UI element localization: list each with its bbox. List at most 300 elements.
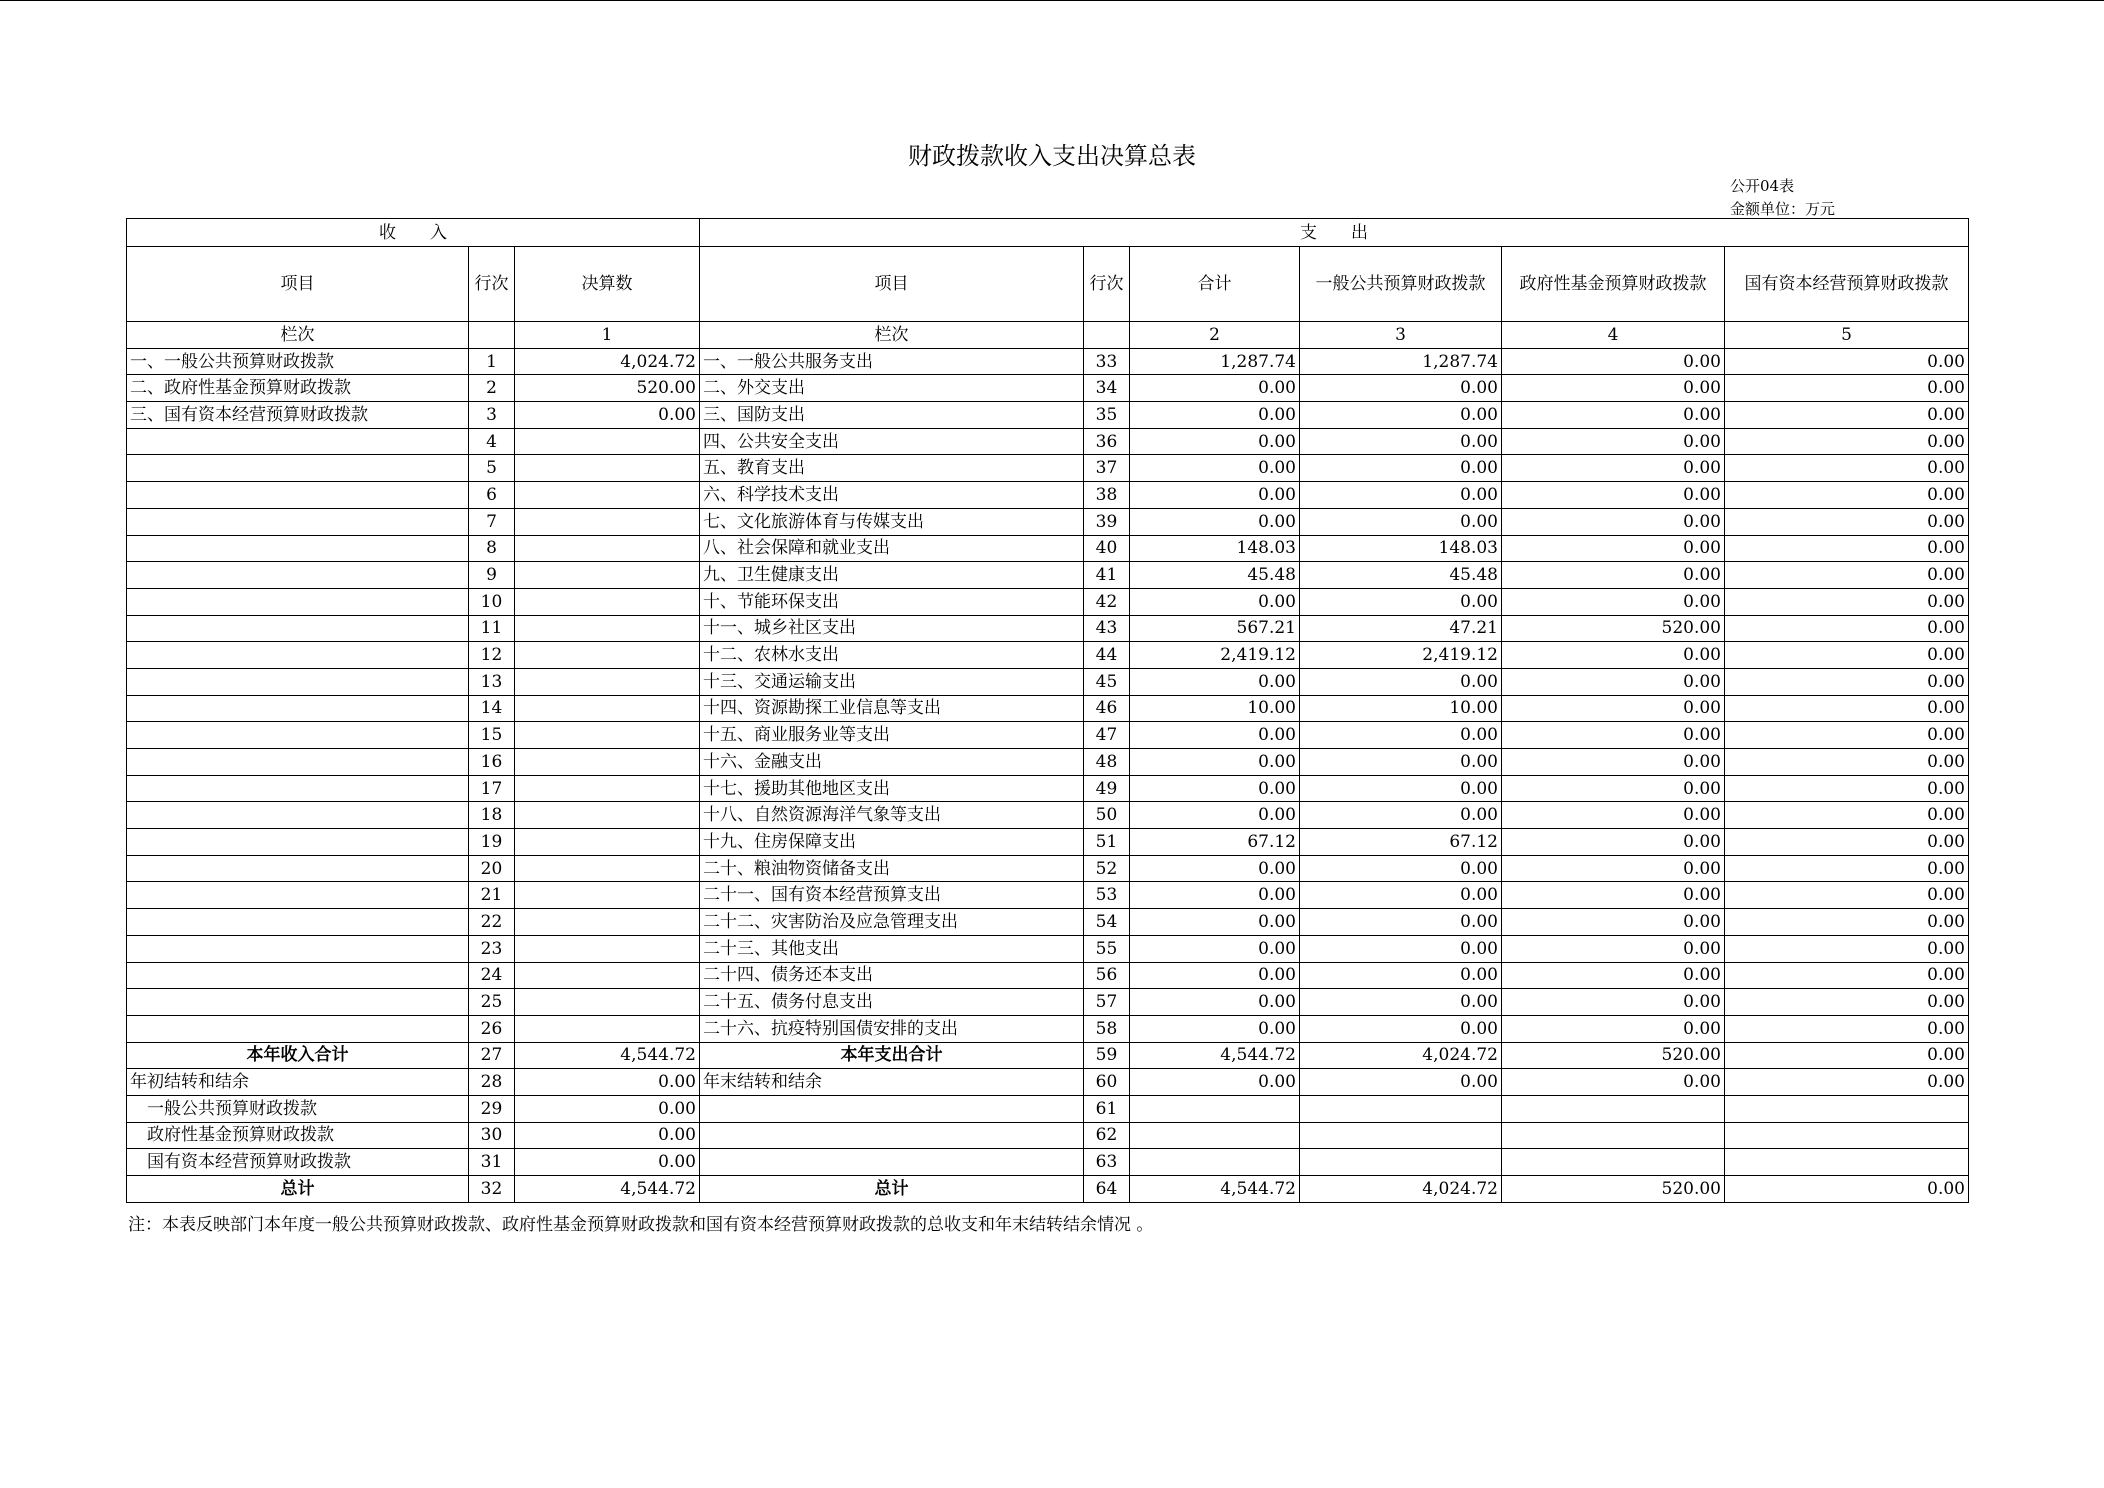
- expense-row-number-cell: 48: [1084, 749, 1130, 776]
- income-amount-cell: [515, 909, 700, 936]
- general-budget-cell: 0.00: [1300, 775, 1502, 802]
- fund-budget-cell: 520.00: [1502, 1042, 1725, 1069]
- table-body: [127, 219, 1969, 1203]
- income-row-number-cell: 22: [469, 909, 515, 936]
- total-cell: 0.00: [1130, 749, 1300, 776]
- income-amount-cell: [515, 695, 700, 722]
- expense-row-number-cell: 47: [1084, 722, 1130, 749]
- income-amount-cell: [515, 642, 700, 669]
- income-row-number-cell: 1: [469, 348, 515, 375]
- fund-budget-cell: [1502, 1095, 1725, 1122]
- fund-budget-cell: 0.00: [1502, 722, 1725, 749]
- table-row: [127, 749, 1969, 776]
- general-budget-cell: 0.00: [1300, 749, 1502, 776]
- expense-row-number-cell: 36: [1084, 428, 1130, 455]
- expense-item-cell: 十八、自然资源海洋气象等支出: [700, 802, 1084, 829]
- expense-row-number-cell: 43: [1084, 615, 1130, 642]
- general-budget-cell: 0.00: [1300, 722, 1502, 749]
- income-item-cell: [127, 508, 469, 535]
- expense-item-cell: 二十四、债务还本支出: [700, 962, 1084, 989]
- expense-row-number-cell: 40: [1084, 535, 1130, 562]
- expense-item-cell: 一、一般公共服务支出: [700, 348, 1084, 375]
- total-cell: 0.00: [1130, 802, 1300, 829]
- income-item-cell: [127, 428, 469, 455]
- expense-row-number-cell: 42: [1084, 588, 1130, 615]
- state-capital-cell: 0.00: [1725, 775, 1969, 802]
- expense-item-cell: 三、国防支出: [700, 402, 1084, 429]
- fund-budget-cell: [1502, 1122, 1725, 1149]
- general-budget-cell: 0.00: [1300, 668, 1502, 695]
- table-row: [127, 482, 1969, 509]
- column-number-row: [127, 322, 1969, 349]
- income-label-cell: 栏次: [127, 322, 469, 349]
- table-row: [127, 1069, 1969, 1096]
- fund-budget-cell: 0.00: [1502, 882, 1725, 909]
- total-cell: 4,544.72: [1130, 1042, 1300, 1069]
- budget-table: [126, 218, 1969, 1203]
- income-amount-cell: [515, 482, 700, 509]
- expense-item-cell: 九、卫生健康支出: [700, 562, 1084, 589]
- expense-item-cell: [700, 1122, 1084, 1149]
- income-item-cell: [127, 882, 469, 909]
- state-capital-cell: 0.00: [1725, 962, 1969, 989]
- income-amount-cell: 0.00: [515, 1149, 700, 1176]
- total-cell: 0.00: [1130, 402, 1300, 429]
- fund-budget-cell: 0.00: [1502, 508, 1725, 535]
- expense-row-number-cell: 55: [1084, 935, 1130, 962]
- state-capital-cell: 0.00: [1725, 402, 1969, 429]
- column-number-4: 4: [1502, 322, 1725, 349]
- table-row: [127, 1042, 1969, 1069]
- fund-budget-cell: 0.00: [1502, 749, 1725, 776]
- expense-row-number-cell: 53: [1084, 882, 1130, 909]
- state-capital-cell: 0.00: [1725, 802, 1969, 829]
- general-budget-cell: 0.00: [1300, 989, 1502, 1016]
- column-number-5: 5: [1725, 322, 1969, 349]
- section-header-row: [127, 219, 1969, 247]
- income-item-cell: [127, 962, 469, 989]
- total-cell: 0.00: [1130, 855, 1300, 882]
- table-row: [127, 802, 1969, 829]
- income-amount-cell: [515, 802, 700, 829]
- total-cell: [1130, 1149, 1300, 1176]
- income-amount-cell: 4,544.72: [515, 1176, 700, 1203]
- income-item-cell: [127, 749, 469, 776]
- state-capital-cell: 0.00: [1725, 428, 1969, 455]
- state-capital-cell: 0.00: [1725, 535, 1969, 562]
- expense-section-header: 支 出: [700, 219, 1969, 247]
- expense-row-number-cell: 51: [1084, 829, 1130, 856]
- table-row: [127, 615, 1969, 642]
- column-number-1: 1: [515, 322, 700, 349]
- expense-row-number-cell: 60: [1084, 1069, 1130, 1096]
- fund-budget-cell: 0.00: [1502, 1015, 1725, 1042]
- total-cell: 1,287.74: [1130, 348, 1300, 375]
- expense-row-number-cell: 62: [1084, 1122, 1130, 1149]
- income-row-number-cell: 5: [469, 455, 515, 482]
- state-capital-cell: 0.00: [1725, 562, 1969, 589]
- general-budget-cell: 4,024.72: [1300, 1042, 1502, 1069]
- state-capital-cell: 0.00: [1725, 615, 1969, 642]
- expense-row-number-cell: 61: [1084, 1095, 1130, 1122]
- income-row-number-cell: 18: [469, 802, 515, 829]
- general-budget-cell: 148.03: [1300, 535, 1502, 562]
- total-cell: 0.00: [1130, 909, 1300, 936]
- total-cell: 10.00: [1130, 695, 1300, 722]
- state-capital-cell: 0.00: [1725, 1042, 1969, 1069]
- income-item-cell: 一、一般公共预算财政拨款: [127, 348, 469, 375]
- empty-cell: [469, 322, 515, 349]
- expense-row-number-cell: 38: [1084, 482, 1130, 509]
- fund-budget-cell: 0.00: [1502, 829, 1725, 856]
- income-amount-header: 决算数: [515, 247, 700, 322]
- income-row-number-cell: 28: [469, 1069, 515, 1096]
- income-row-number-cell: 14: [469, 695, 515, 722]
- income-item-cell: 国有资本经营预算财政拨款: [127, 1149, 469, 1176]
- general-budget-cell: 0.00: [1300, 1015, 1502, 1042]
- fund-budget-cell: 0.00: [1502, 668, 1725, 695]
- expense-item-header: 项目: [700, 247, 1084, 322]
- total-cell: [1130, 1122, 1300, 1149]
- fund-budget-cell: 0.00: [1502, 642, 1725, 669]
- general-budget-header: 一般公共预算财政拨款: [1300, 247, 1502, 322]
- expense-row-number-cell: 37: [1084, 455, 1130, 482]
- expense-item-cell: 总计: [700, 1176, 1084, 1203]
- income-amount-cell: [515, 722, 700, 749]
- income-row-number-cell: 23: [469, 935, 515, 962]
- income-item-cell: [127, 642, 469, 669]
- state-capital-header: 国有资本经营预算财政拨款: [1725, 247, 1969, 322]
- general-budget-cell: 2,419.12: [1300, 642, 1502, 669]
- table-row: [127, 348, 1969, 375]
- expense-item-cell: 十、节能环保支出: [700, 588, 1084, 615]
- income-amount-cell: 0.00: [515, 1122, 700, 1149]
- footnote: 注：本表反映部门本年度一般公共预算财政拨款、政府性基金预算财政拨款和国有资本经营预算财政拨款的总收支和年末结转结余情况 。: [128, 1215, 1154, 1235]
- income-item-cell: [127, 562, 469, 589]
- general-budget-cell: 0.00: [1300, 375, 1502, 402]
- income-amount-cell: 4,544.72: [515, 1042, 700, 1069]
- total-cell: 0.00: [1130, 962, 1300, 989]
- state-capital-cell: 0.00: [1725, 695, 1969, 722]
- state-capital-cell: 0.00: [1725, 588, 1969, 615]
- expense-row-number-cell: 64: [1084, 1176, 1130, 1203]
- total-cell: 0.00: [1130, 882, 1300, 909]
- state-capital-cell: 0.00: [1725, 375, 1969, 402]
- fund-budget-header: 政府性基金预算财政拨款: [1502, 247, 1725, 322]
- total-cell: [1130, 1095, 1300, 1122]
- column-header-row: [127, 247, 1969, 322]
- column-number-2: 2: [1130, 322, 1300, 349]
- general-budget-cell: 0.00: [1300, 855, 1502, 882]
- income-item-cell: 本年收入合计: [127, 1042, 469, 1069]
- expense-row-number-cell: 34: [1084, 375, 1130, 402]
- total-cell: 0.00: [1130, 722, 1300, 749]
- income-row-number-cell: 9: [469, 562, 515, 589]
- total-cell: 0.00: [1130, 775, 1300, 802]
- income-row-number-cell: 27: [469, 1042, 515, 1069]
- table-row: [127, 909, 1969, 936]
- general-budget-cell: 0.00: [1300, 482, 1502, 509]
- table-row: [127, 508, 1969, 535]
- expense-item-cell: 四、公共安全支出: [700, 428, 1084, 455]
- expense-item-cell: 六、科学技术支出: [700, 482, 1084, 509]
- fund-budget-cell: 0.00: [1502, 455, 1725, 482]
- state-capital-cell: 0.00: [1725, 722, 1969, 749]
- expense-row-number-cell: 35: [1084, 402, 1130, 429]
- income-amount-cell: 0.00: [515, 1069, 700, 1096]
- table-row: [127, 535, 1969, 562]
- expense-item-cell: 二、外交支出: [700, 375, 1084, 402]
- income-row-number-cell: 30: [469, 1122, 515, 1149]
- expense-row-number-cell: 44: [1084, 642, 1130, 669]
- income-row-number-cell: 29: [469, 1095, 515, 1122]
- fund-budget-cell: 0.00: [1502, 1069, 1725, 1096]
- table-row: [127, 1176, 1969, 1203]
- fund-budget-cell: 0.00: [1502, 428, 1725, 455]
- income-amount-cell: [515, 855, 700, 882]
- expense-item-cell: 二十一、国有资本经营预算支出: [700, 882, 1084, 909]
- income-amount-cell: [515, 1015, 700, 1042]
- income-item-cell: [127, 615, 469, 642]
- income-item-cell: [127, 802, 469, 829]
- fund-budget-cell: 0.00: [1502, 775, 1725, 802]
- expense-item-cell: 本年支出合计: [700, 1042, 1084, 1069]
- income-item-cell: [127, 535, 469, 562]
- income-amount-cell: [515, 775, 700, 802]
- total-cell: 0.00: [1130, 375, 1300, 402]
- state-capital-cell: 0.00: [1725, 1176, 1969, 1203]
- general-budget-cell: [1300, 1122, 1502, 1149]
- total-cell: 0.00: [1130, 482, 1300, 509]
- income-amount-cell: [515, 749, 700, 776]
- expense-item-cell: 八、社会保障和就业支出: [700, 535, 1084, 562]
- table-row: [127, 562, 1969, 589]
- total-cell: 2,419.12: [1130, 642, 1300, 669]
- total-cell: 67.12: [1130, 829, 1300, 856]
- state-capital-cell: 0.00: [1725, 1015, 1969, 1042]
- income-item-cell: 二、政府性基金预算财政拨款: [127, 375, 469, 402]
- expense-item-cell: 七、文化旅游体育与传媒支出: [700, 508, 1084, 535]
- general-budget-cell: 0.00: [1300, 802, 1502, 829]
- total-cell: 0.00: [1130, 989, 1300, 1016]
- income-row-number-cell: 3: [469, 402, 515, 429]
- table-row: [127, 989, 1969, 1016]
- general-budget-cell: [1300, 1149, 1502, 1176]
- income-row-number-cell: 16: [469, 749, 515, 776]
- state-capital-cell: 0.00: [1725, 642, 1969, 669]
- income-row-number-cell: 8: [469, 535, 515, 562]
- general-budget-cell: 47.21: [1300, 615, 1502, 642]
- expense-item-cell: [700, 1149, 1084, 1176]
- table-row: [127, 375, 1969, 402]
- income-item-cell: [127, 695, 469, 722]
- total-cell: 0.00: [1130, 935, 1300, 962]
- expense-row-number-cell: 33: [1084, 348, 1130, 375]
- income-amount-cell: [515, 615, 700, 642]
- income-item-cell: [127, 482, 469, 509]
- income-row-number-cell: 15: [469, 722, 515, 749]
- income-row-number-cell: 12: [469, 642, 515, 669]
- total-cell: 0.00: [1130, 1069, 1300, 1096]
- state-capital-cell: 0.00: [1725, 935, 1969, 962]
- expense-item-cell: 二十、粮油物资储备支出: [700, 855, 1084, 882]
- state-capital-cell: [1725, 1095, 1969, 1122]
- fund-budget-cell: 0.00: [1502, 535, 1725, 562]
- general-budget-cell: 0.00: [1300, 909, 1502, 936]
- fund-budget-cell: 0.00: [1502, 588, 1725, 615]
- income-row-number-cell: 10: [469, 588, 515, 615]
- table-row: [127, 668, 1969, 695]
- fund-budget-cell: 0.00: [1502, 802, 1725, 829]
- income-row-number-cell: 6: [469, 482, 515, 509]
- income-item-cell: 三、国有资本经营预算财政拨款: [127, 402, 469, 429]
- state-capital-cell: 0.00: [1725, 882, 1969, 909]
- form-code: 公开04表: [1730, 177, 1795, 195]
- expense-item-cell: 十一、城乡社区支出: [700, 615, 1084, 642]
- state-capital-cell: 0.00: [1725, 855, 1969, 882]
- state-capital-cell: 0.00: [1725, 909, 1969, 936]
- state-capital-cell: 0.00: [1725, 482, 1969, 509]
- income-item-cell: 政府性基金预算财政拨款: [127, 1122, 469, 1149]
- expense-item-cell: 年末结转和结余: [700, 1069, 1084, 1096]
- total-cell: 45.48: [1130, 562, 1300, 589]
- expense-row-number-cell: 57: [1084, 989, 1130, 1016]
- general-budget-cell: 67.12: [1300, 829, 1502, 856]
- income-row-number-cell: 24: [469, 962, 515, 989]
- income-item-cell: [127, 829, 469, 856]
- expense-row-number-cell: 59: [1084, 1042, 1130, 1069]
- fund-budget-cell: 0.00: [1502, 909, 1725, 936]
- expense-row-number-cell: 41: [1084, 562, 1130, 589]
- table-row: [127, 455, 1969, 482]
- income-amount-cell: [515, 428, 700, 455]
- income-amount-cell: 520.00: [515, 375, 700, 402]
- income-amount-cell: 4,024.72: [515, 348, 700, 375]
- expense-item-cell: 十七、援助其他地区支出: [700, 775, 1084, 802]
- general-budget-cell: 4,024.72: [1300, 1176, 1502, 1203]
- income-row-number-cell: 11: [469, 615, 515, 642]
- income-amount-cell: [515, 455, 700, 482]
- empty-cell: [1084, 322, 1130, 349]
- income-row-number-cell: 20: [469, 855, 515, 882]
- total-cell: 0.00: [1130, 455, 1300, 482]
- expense-item-cell: 二十五、债务付息支出: [700, 989, 1084, 1016]
- expense-row-number-cell: 45: [1084, 668, 1130, 695]
- table-row: [127, 1095, 1969, 1122]
- table-row: [127, 695, 1969, 722]
- table-row: [127, 1149, 1969, 1176]
- expense-item-cell: 五、教育支出: [700, 455, 1084, 482]
- income-row-number-cell: 13: [469, 668, 515, 695]
- table-row: [127, 935, 1969, 962]
- fund-budget-cell: 0.00: [1502, 402, 1725, 429]
- state-capital-cell: [1725, 1122, 1969, 1149]
- general-budget-cell: 0.00: [1300, 1069, 1502, 1096]
- income-item-cell: 一般公共预算财政拨款: [127, 1095, 469, 1122]
- income-amount-cell: [515, 535, 700, 562]
- income-row-number-cell: 32: [469, 1176, 515, 1203]
- expense-item-cell: 二十三、其他支出: [700, 935, 1084, 962]
- total-cell: 0.00: [1130, 428, 1300, 455]
- income-amount-cell: [515, 882, 700, 909]
- total-cell: 0.00: [1130, 1015, 1300, 1042]
- income-amount-cell: [515, 962, 700, 989]
- expense-label-cell: 栏次: [700, 322, 1084, 349]
- table-row: [127, 829, 1969, 856]
- income-item-cell: [127, 909, 469, 936]
- income-amount-cell: [515, 935, 700, 962]
- income-amount-cell: 0.00: [515, 1095, 700, 1122]
- income-amount-cell: [515, 588, 700, 615]
- expense-item-cell: 十三、交通运输支出: [700, 668, 1084, 695]
- fund-budget-cell: 0.00: [1502, 855, 1725, 882]
- expense-row-number-cell: 56: [1084, 962, 1130, 989]
- total-header: 合计: [1130, 247, 1300, 322]
- income-row-number-cell: 25: [469, 989, 515, 1016]
- total-cell: 567.21: [1130, 615, 1300, 642]
- income-row-number-cell: 31: [469, 1149, 515, 1176]
- income-item-header: 项目: [127, 247, 469, 322]
- income-section-header: 收 入: [127, 219, 700, 247]
- state-capital-cell: 0.00: [1725, 829, 1969, 856]
- state-capital-cell: 0.00: [1725, 1069, 1969, 1096]
- income-amount-cell: [515, 829, 700, 856]
- expense-row-number-cell: 58: [1084, 1015, 1130, 1042]
- income-row-number-cell: 21: [469, 882, 515, 909]
- general-budget-cell: 0.00: [1300, 402, 1502, 429]
- table-row: [127, 402, 1969, 429]
- expense-item-cell: 十六、金融支出: [700, 749, 1084, 776]
- income-amount-cell: [515, 508, 700, 535]
- total-cell: 4,544.72: [1130, 1176, 1300, 1203]
- table-row: [127, 775, 1969, 802]
- fund-budget-cell: 0.00: [1502, 989, 1725, 1016]
- expense-row-number-cell: 46: [1084, 695, 1130, 722]
- income-item-cell: [127, 775, 469, 802]
- income-item-cell: [127, 455, 469, 482]
- state-capital-cell: 0.00: [1725, 749, 1969, 776]
- income-item-cell: [127, 1015, 469, 1042]
- table-row: [127, 882, 1969, 909]
- fund-budget-cell: 0.00: [1502, 375, 1725, 402]
- table-row: [127, 962, 1969, 989]
- expense-row-number-cell: 54: [1084, 909, 1130, 936]
- general-budget-cell: 0.00: [1300, 455, 1502, 482]
- expense-item-cell: 十五、商业服务业等支出: [700, 722, 1084, 749]
- general-budget-cell: 45.48: [1300, 562, 1502, 589]
- income-amount-cell: 0.00: [515, 402, 700, 429]
- expense-item-cell: 二十六、抗疫特别国债安排的支出: [700, 1015, 1084, 1042]
- income-amount-cell: [515, 562, 700, 589]
- fund-budget-cell: 0.00: [1502, 562, 1725, 589]
- fund-budget-cell: 0.00: [1502, 695, 1725, 722]
- table-row: [127, 1122, 1969, 1149]
- state-capital-cell: 0.00: [1725, 508, 1969, 535]
- income-item-cell: [127, 588, 469, 615]
- fund-budget-cell: 0.00: [1502, 962, 1725, 989]
- fund-budget-cell: 0.00: [1502, 348, 1725, 375]
- income-row-number-cell: 17: [469, 775, 515, 802]
- table-row: [127, 722, 1969, 749]
- general-budget-cell: 0.00: [1300, 962, 1502, 989]
- state-capital-cell: 0.00: [1725, 668, 1969, 695]
- income-item-cell: [127, 855, 469, 882]
- unit-label: 金额单位：万元: [1730, 200, 1836, 218]
- fund-budget-cell: 520.00: [1502, 615, 1725, 642]
- top-border-line: [0, 0, 2104, 1]
- general-budget-cell: 10.00: [1300, 695, 1502, 722]
- expense-row-number-cell: 52: [1084, 855, 1130, 882]
